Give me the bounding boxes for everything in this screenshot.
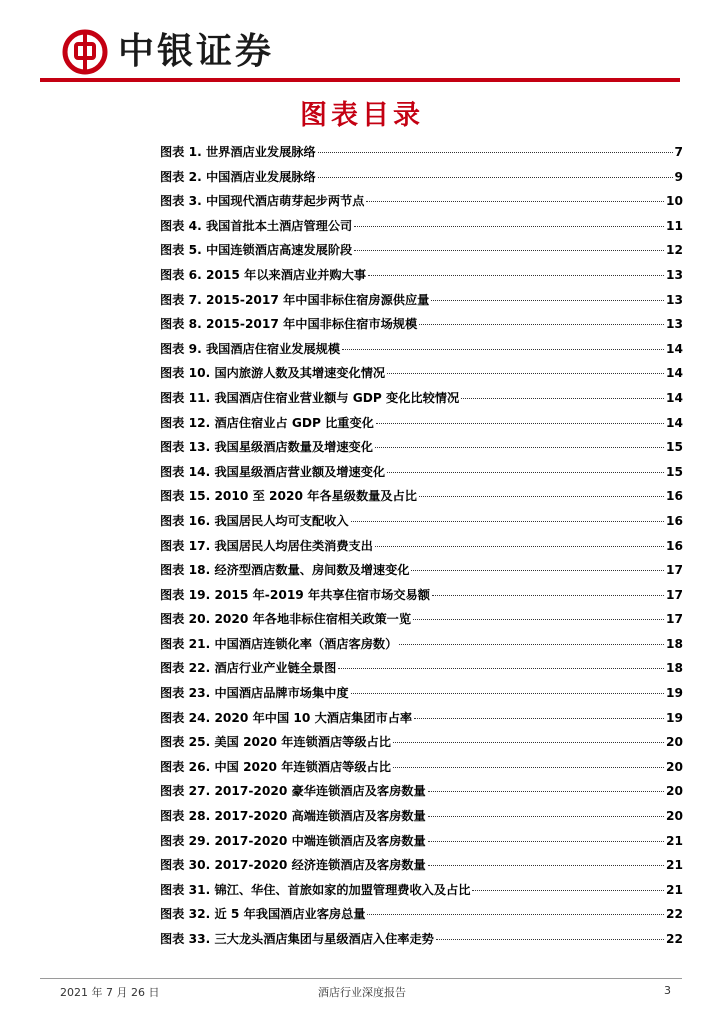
toc-entry-page[interactable]: 22 <box>666 907 683 922</box>
toc-entry[interactable] <box>160 586 683 611</box>
toc-entry[interactable] <box>160 512 683 537</box>
toc-entry-label[interactable]: 图表 15. 2010 至 2020 年各星级数量及占比 <box>160 489 417 504</box>
toc-entry[interactable] <box>160 414 683 439</box>
toc-entry-label[interactable]: 图表 30. 2017-2020 经济连锁酒店及客房数量 <box>160 858 426 873</box>
toc-dot-leader <box>393 742 664 743</box>
toc-entry-page[interactable]: 21 <box>666 833 683 848</box>
toc-entry-page[interactable]: 15 <box>666 464 683 479</box>
toc-entry-label[interactable]: 图表 20. 2020 年各地非标住宿相关政策一览 <box>160 612 412 627</box>
toc-dot-leader <box>351 693 665 694</box>
toc-entry-page[interactable]: 17 <box>666 563 683 578</box>
toc-entry-label[interactable]: 图表 31. 锦江、华住、首旅如家的加盟管理费收入及占比 <box>160 882 471 897</box>
toc-entry-label[interactable]: 图表 32. 近 5 年我国酒店业客房总量 <box>160 907 366 922</box>
toc-entry-page[interactable]: 20 <box>666 784 683 799</box>
toc-entry-label[interactable]: 图表 27. 2017-2020 豪华连锁酒店及客房数量 <box>160 784 426 799</box>
toc-entry-label[interactable]: 图表 6. 2015 年以来酒店业并购大事 <box>160 267 367 282</box>
toc-entry-page[interactable]: 22 <box>666 932 683 946</box>
toc-dot-leader <box>376 423 664 424</box>
toc-dot-leader <box>387 472 664 473</box>
toc-dot-leader <box>413 619 664 620</box>
toc-entry-label[interactable]: 图表 25. 美国 2020 年连锁酒店等级占比 <box>160 735 391 750</box>
brand-name: 中银证券 <box>118 30 275 72</box>
toc-entry-label[interactable]: 图表 2. 中国酒店业发展脉络 <box>160 169 316 184</box>
toc-dot-leader <box>387 373 664 374</box>
toc-entry[interactable] <box>160 856 683 881</box>
toc-entry-label[interactable]: 图表 29. 2017-2020 中端连锁酒店及客房数量 <box>160 833 426 848</box>
toc-entry-page[interactable]: 20 <box>666 809 683 824</box>
toc-entry-page[interactable]: 18 <box>666 661 683 676</box>
page-header <box>0 0 724 90</box>
toc-entry-page[interactable]: 21 <box>666 858 683 873</box>
toc-dot-leader <box>367 914 664 915</box>
toc-dot-leader <box>318 177 673 178</box>
toc-entry-page[interactable]: 21 <box>666 882 683 897</box>
toc-dot-leader <box>419 324 664 325</box>
footer-date: 2021 年 7 月 26 日 <box>60 986 160 999</box>
toc-entry[interactable] <box>160 561 683 586</box>
toc-entry[interactable] <box>160 463 683 488</box>
toc-entry[interactable] <box>160 709 683 734</box>
toc-dot-leader <box>461 398 664 399</box>
toc-entry-page[interactable]: 14 <box>666 366 683 381</box>
toc-dot-leader <box>375 546 664 547</box>
toc-entry-label[interactable]: 图表 5. 中国连锁酒店高速发展阶段 <box>160 243 353 258</box>
toc-dot-leader <box>431 300 664 301</box>
toc-entry[interactable] <box>160 684 683 709</box>
bank-of-china-logo-icon <box>62 29 108 75</box>
toc-entry[interactable] <box>160 930 683 955</box>
toc-entry-label[interactable]: 图表 1. 世界酒店业发展脉络 <box>160 145 316 159</box>
footer-page-number: 3 <box>664 984 671 997</box>
toc-entry-page[interactable]: 11 <box>666 218 683 233</box>
toc-entry[interactable] <box>160 537 683 562</box>
toc-entry[interactable] <box>160 389 683 414</box>
toc-dot-leader <box>366 201 664 202</box>
toc-entry[interactable] <box>160 364 683 389</box>
toc-entry-label[interactable]: 图表 8. 2015-2017 年中国非标住宿市场规模 <box>160 317 418 332</box>
toc-entry-page[interactable]: 20 <box>666 759 683 774</box>
toc-dot-leader <box>318 152 673 153</box>
toc-entry-page[interactable]: 13 <box>666 292 683 307</box>
toc-entry-page[interactable]: 13 <box>666 317 683 332</box>
toc-entry-page[interactable]: 12 <box>666 243 683 258</box>
toc-dot-leader <box>411 570 664 571</box>
toc-entry-page[interactable]: 15 <box>666 440 683 455</box>
toc-entry-label[interactable]: 图表 16. 我国居民人均可支配收入 <box>160 513 349 528</box>
toc-entry-label[interactable]: 图表 24. 2020 年中国 10 大酒店集团市占率 <box>160 710 413 725</box>
toc-entry-page[interactable]: 17 <box>666 587 683 602</box>
toc-entry[interactable] <box>160 487 683 512</box>
toc-entry-label[interactable]: 图表 23. 中国酒店品牌市场集中度 <box>160 686 349 701</box>
toc-dot-leader <box>432 595 664 596</box>
toc-dot-leader <box>428 791 664 792</box>
toc-dot-leader <box>436 939 664 940</box>
toc-entry-label[interactable]: 图表 4. 我国首批本土酒店管理公司 <box>160 218 353 233</box>
toc-entry-label[interactable]: 图表 3. 中国现代酒店萌芽起步两节点 <box>160 194 365 209</box>
toc-entry-page[interactable]: 10 <box>666 194 683 209</box>
toc-entry-page[interactable]: 14 <box>666 341 683 356</box>
footer-document-title: 酒店行业深度报告 <box>318 986 406 999</box>
toc-entry-label[interactable]: 图表 14. 我国星级酒店营业额及增速变化 <box>160 464 386 479</box>
toc-entry-page[interactable]: 13 <box>666 267 683 282</box>
toc-entry-page[interactable]: 17 <box>666 612 683 627</box>
toc-entry-label[interactable]: 图表 7. 2015-2017 年中国非标住宿房源供应量 <box>160 292 430 307</box>
toc-entry-page[interactable]: 14 <box>666 390 683 405</box>
toc-entry-label[interactable]: 图表 13. 我国星级酒店数量及增速变化 <box>160 440 373 455</box>
toc-entry-page[interactable]: 18 <box>666 636 683 651</box>
toc-dot-leader <box>428 841 664 842</box>
toc-entry-page[interactable]: 7 <box>674 145 683 159</box>
toc-dot-leader <box>338 668 664 669</box>
toc-dot-leader <box>399 644 664 645</box>
toc-entry[interactable] <box>160 217 683 242</box>
header-divider <box>40 78 680 82</box>
toc-entry[interactable] <box>160 315 683 340</box>
toc-dot-leader <box>419 496 664 497</box>
toc-entry[interactable] <box>160 782 683 807</box>
toc-dot-leader <box>472 890 664 891</box>
toc-dot-leader <box>414 718 664 719</box>
toc-entry-label[interactable]: 图表 21. 中国酒店连锁化率（酒店客房数） <box>160 636 398 651</box>
toc-entry[interactable] <box>160 635 683 660</box>
toc-entry[interactable] <box>160 807 683 832</box>
toc-dot-leader <box>354 250 664 251</box>
toc-entry[interactable] <box>160 340 683 365</box>
toc-entry-page[interactable]: 16 <box>666 538 683 553</box>
footer-divider <box>40 978 682 979</box>
toc-entry[interactable] <box>160 168 683 193</box>
toc-dot-leader <box>368 275 664 276</box>
toc-entry-label[interactable]: 图表 9. 我国酒店住宿业发展规模 <box>160 341 341 356</box>
toc-entry[interactable] <box>160 241 683 266</box>
toc-entry[interactable] <box>160 291 683 316</box>
toc-entry-label[interactable]: 图表 28. 2017-2020 高端连锁酒店及客房数量 <box>160 809 426 824</box>
toc-dot-leader <box>375 447 664 448</box>
toc-entry-page[interactable]: 19 <box>666 686 683 701</box>
toc-dot-leader <box>428 816 664 817</box>
toc-dot-leader <box>342 349 664 350</box>
toc-dot-leader <box>351 521 665 522</box>
toc-entry-page[interactable]: 19 <box>666 710 683 725</box>
toc-entry[interactable] <box>160 192 683 217</box>
toc-entry[interactable] <box>160 266 683 291</box>
toc-entry[interactable] <box>160 438 683 463</box>
page-title: 图表目录 <box>300 100 424 131</box>
toc-entry-label[interactable]: 图表 11. 我国酒店住宿业营业额与 GDP 变化比较情况 <box>160 390 460 405</box>
toc-entry[interactable] <box>160 143 683 168</box>
toc-entry-page[interactable]: 20 <box>666 735 683 750</box>
table-of-figures <box>160 143 683 955</box>
toc-entry-page[interactable]: 9 <box>674 169 683 184</box>
toc-entry-label[interactable]: 图表 17. 我国居民人均居住类消费支出 <box>160 538 373 553</box>
toc-dot-leader <box>428 865 664 866</box>
toc-entry-label[interactable]: 图表 33. 三大龙头酒店集团与星级酒店入住率走势 <box>160 932 434 946</box>
toc-entry[interactable] <box>160 905 683 930</box>
toc-entry-page[interactable]: 16 <box>666 489 683 504</box>
toc-entry-page[interactable]: 16 <box>666 513 683 528</box>
toc-entry[interactable] <box>160 881 683 906</box>
toc-entry-label[interactable]: 图表 26. 中国 2020 年连锁酒店等级占比 <box>160 759 391 774</box>
toc-entry-label[interactable]: 图表 12. 酒店住宿业占 GDP 比重变化 <box>160 415 374 430</box>
toc-dot-leader <box>354 226 664 227</box>
toc-entry-label[interactable]: 图表 22. 酒店行业产业链全景图 <box>160 661 337 676</box>
toc-entry[interactable] <box>160 758 683 783</box>
toc-dot-leader <box>393 767 664 768</box>
toc-entry[interactable] <box>160 733 683 758</box>
toc-entry-label[interactable]: 图表 19. 2015 年-2019 年共享住宿市场交易额 <box>160 587 430 602</box>
toc-entry[interactable] <box>160 610 683 635</box>
toc-entry-page[interactable]: 14 <box>666 415 683 430</box>
toc-entry[interactable] <box>160 832 683 857</box>
toc-entry-label[interactable]: 图表 10. 国内旅游人数及其增速变化情况 <box>160 366 386 381</box>
toc-entry[interactable] <box>160 659 683 684</box>
toc-entry-label[interactable]: 图表 18. 经济型酒店数量、房间数及增速变化 <box>160 563 410 578</box>
